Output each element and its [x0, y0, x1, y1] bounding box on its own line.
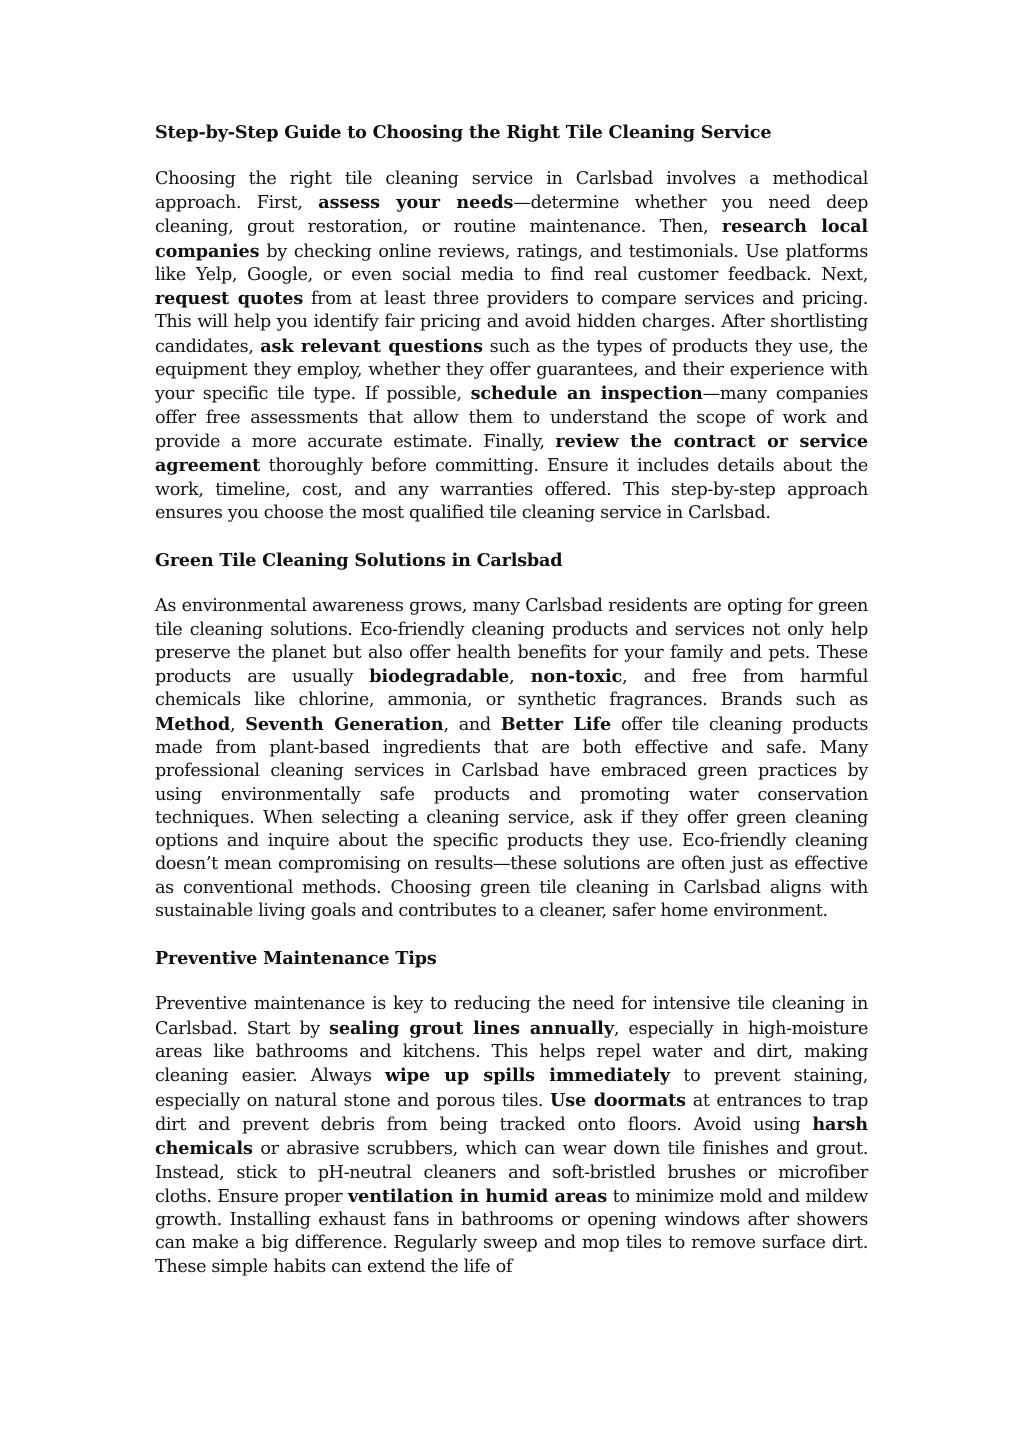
paragraph-green-cleaning: As environmental awareness grows, many Carlsbad residents are opting for green tile cleaning solutions. Eco-friendly cleaning products and services not only help preserve the planet but also offer health benefits for your family and pets. These products are usually biodegradable, non-toxic, and free from harmful chemicals like chlorine, ammonia, or synthetic fragrances. Brands such as Method, Seventh Generation, and Better Life offer tile cleaning products made from plant-based ingredients that are both effective and safe. Many professional cleaning services in Carlsbad have embraced green practices by using environmentally safe products and promoting water conservation techniques. When selecting a cleaning service, ask if they offer green cleaning options and inquire about the specific products they use. Eco-friendly cleaning doesn’t mean compromising on results—these solutions are often just as effective as conventional methods. Choosing green tile cleaning in Carlsbad aligns with sustainable living goals and contributes to a cleaner, safer home environment. — [155, 596, 869, 922]
document-page — [155, 121, 868, 1302]
paragraph-choosing-service: Choosing the right tile cleaning service in Carlsbad involves a methodical approach. First, assess your needs—determine whether you need deep cleaning, grout restoration, or routine maintenance. Then, research local companies by checking online reviews, ratings, and testimonials. Use platforms like Yelp, Google, or even social media to find real customer feedback. Next, request quotes from at least three providers to compare services and pricing. This will help you identify fair pricing and avoid hidden charges. After shortlisting candidates, ask relevant questions such as the types of products they use, the equipment they employ, whether they offer guarantees, and their experience with your specific tile type. If possible, schedule an inspection—many companies offer free assessments that allow them to understand the scope of work and provide a more accurate estimate. Finally, review the contract or service agreement thoroughly before committing. Ensure it includes details about the work, timeline, cost, and any warranties offered. This step-by-step approach ensures you choose the most qualified tile cleaning service in Carlsbad. — [155, 168, 869, 523]
section-heading-preventive-maintenance: Preventive Maintenance Tips — [155, 947, 437, 969]
paragraph-preventive-maintenance: Preventive maintenance is key to reducing the need for intensive tile cleaning in Carlsbad. Start by sealing grout lines annually, especially in high-moisture areas like bathrooms and kitchens. This helps repel water and dirt, making cleaning easier. Always wipe up spills immediately to prevent staining, especially on natural stone and porous tiles. Use doormats at entrances to trap dirt and prevent debris from being tracked onto floors. Avoid using harsh chemicals or abrasive scrubbers, which can wear down tile finishes and grout. Instead, stick to pH-neutral cleaners and soft-bristled brushes or microfiber cloths. Ensure proper ventilation in humid areas to minimize mold and mildew growth. Installing exhaust fans in bathrooms or opening windows after showers can make a big difference. Regularly sweep and mop tiles to remove surface dirt. These simple habits can extend the life of — [155, 994, 869, 1277]
section-heading-green-cleaning: Green Tile Cleaning Solutions in Carlsbad — [155, 549, 563, 571]
section-heading-choosing-service: Step-by-Step Guide to Choosing the Right Tile Cleaning Service — [155, 122, 772, 143]
